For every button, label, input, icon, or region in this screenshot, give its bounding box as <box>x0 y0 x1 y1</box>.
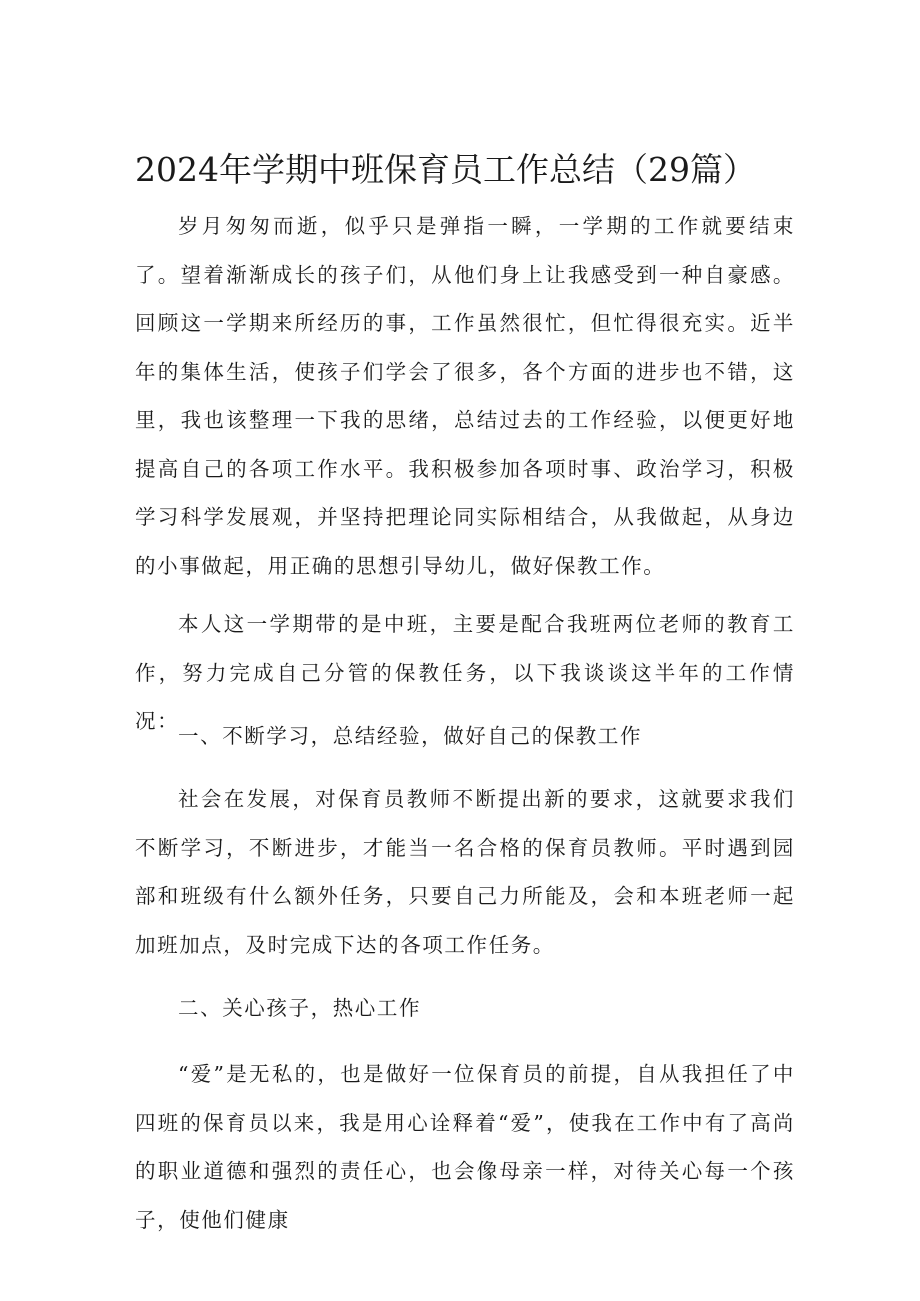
paragraph-section-1: 社会在发展，对保育员教师不断提出新的要求，这就要求我们不断学习，不断进步，才能当一名合格的保育员教师。平时遇到园部和班级有什么额外任务，只要自己力所能及，会和本班老师一起加班加点，及时完成下达的各项工作任务。 <box>135 787 795 957</box>
section-heading-1: 一、不断学习，总结经验，做好自己的保教工作 <box>178 724 643 748</box>
document-title: 2024年学期中班保育员工作总结（29篇） <box>135 150 756 189</box>
paragraph-section-2: “爱”是无私的，也是做好一位保育员的前提，自从我担任了中四班的保育员以来，我是用心诠释着“爱”，使我在工作中有了高尚的职业道德和强烈的责任心，也会像母亲一样，对待关心每一个孩子，使他们健康 <box>135 1062 795 1232</box>
section-heading-2: 二、关心孩子，热心工作 <box>178 996 422 1020</box>
paragraph-intro: 岁月匆匆而逝，似乎只是弹指一瞬，一学期的工作就要结束了。望着渐渐成长的孩子们，从他们身上让我感受到一种自豪感。回顾这一学期来所经历的事，工作虽然很忙，但忙得很充实。近半年的集体生活，使孩子们学会了很多，各个方面的进步也不错，这里，我也该整理一下我的思绪，总结过去的工作经验，以便更好地提高自己的各项工作水平。我积极参加各项时事、政治学习，积极学习科学发展观，并坚持把理论同实际相结合，从我做起，从身边的小事做起，用正确的思想引导幼儿，做好保教工作。 <box>135 214 795 578</box>
paragraph-overview: 本人这一学期带的是中班，主要是配合我班两位老师的教育工作，努力完成自己分管的保教任务，以下我谈谈这半年的工作情况： <box>135 612 795 733</box>
